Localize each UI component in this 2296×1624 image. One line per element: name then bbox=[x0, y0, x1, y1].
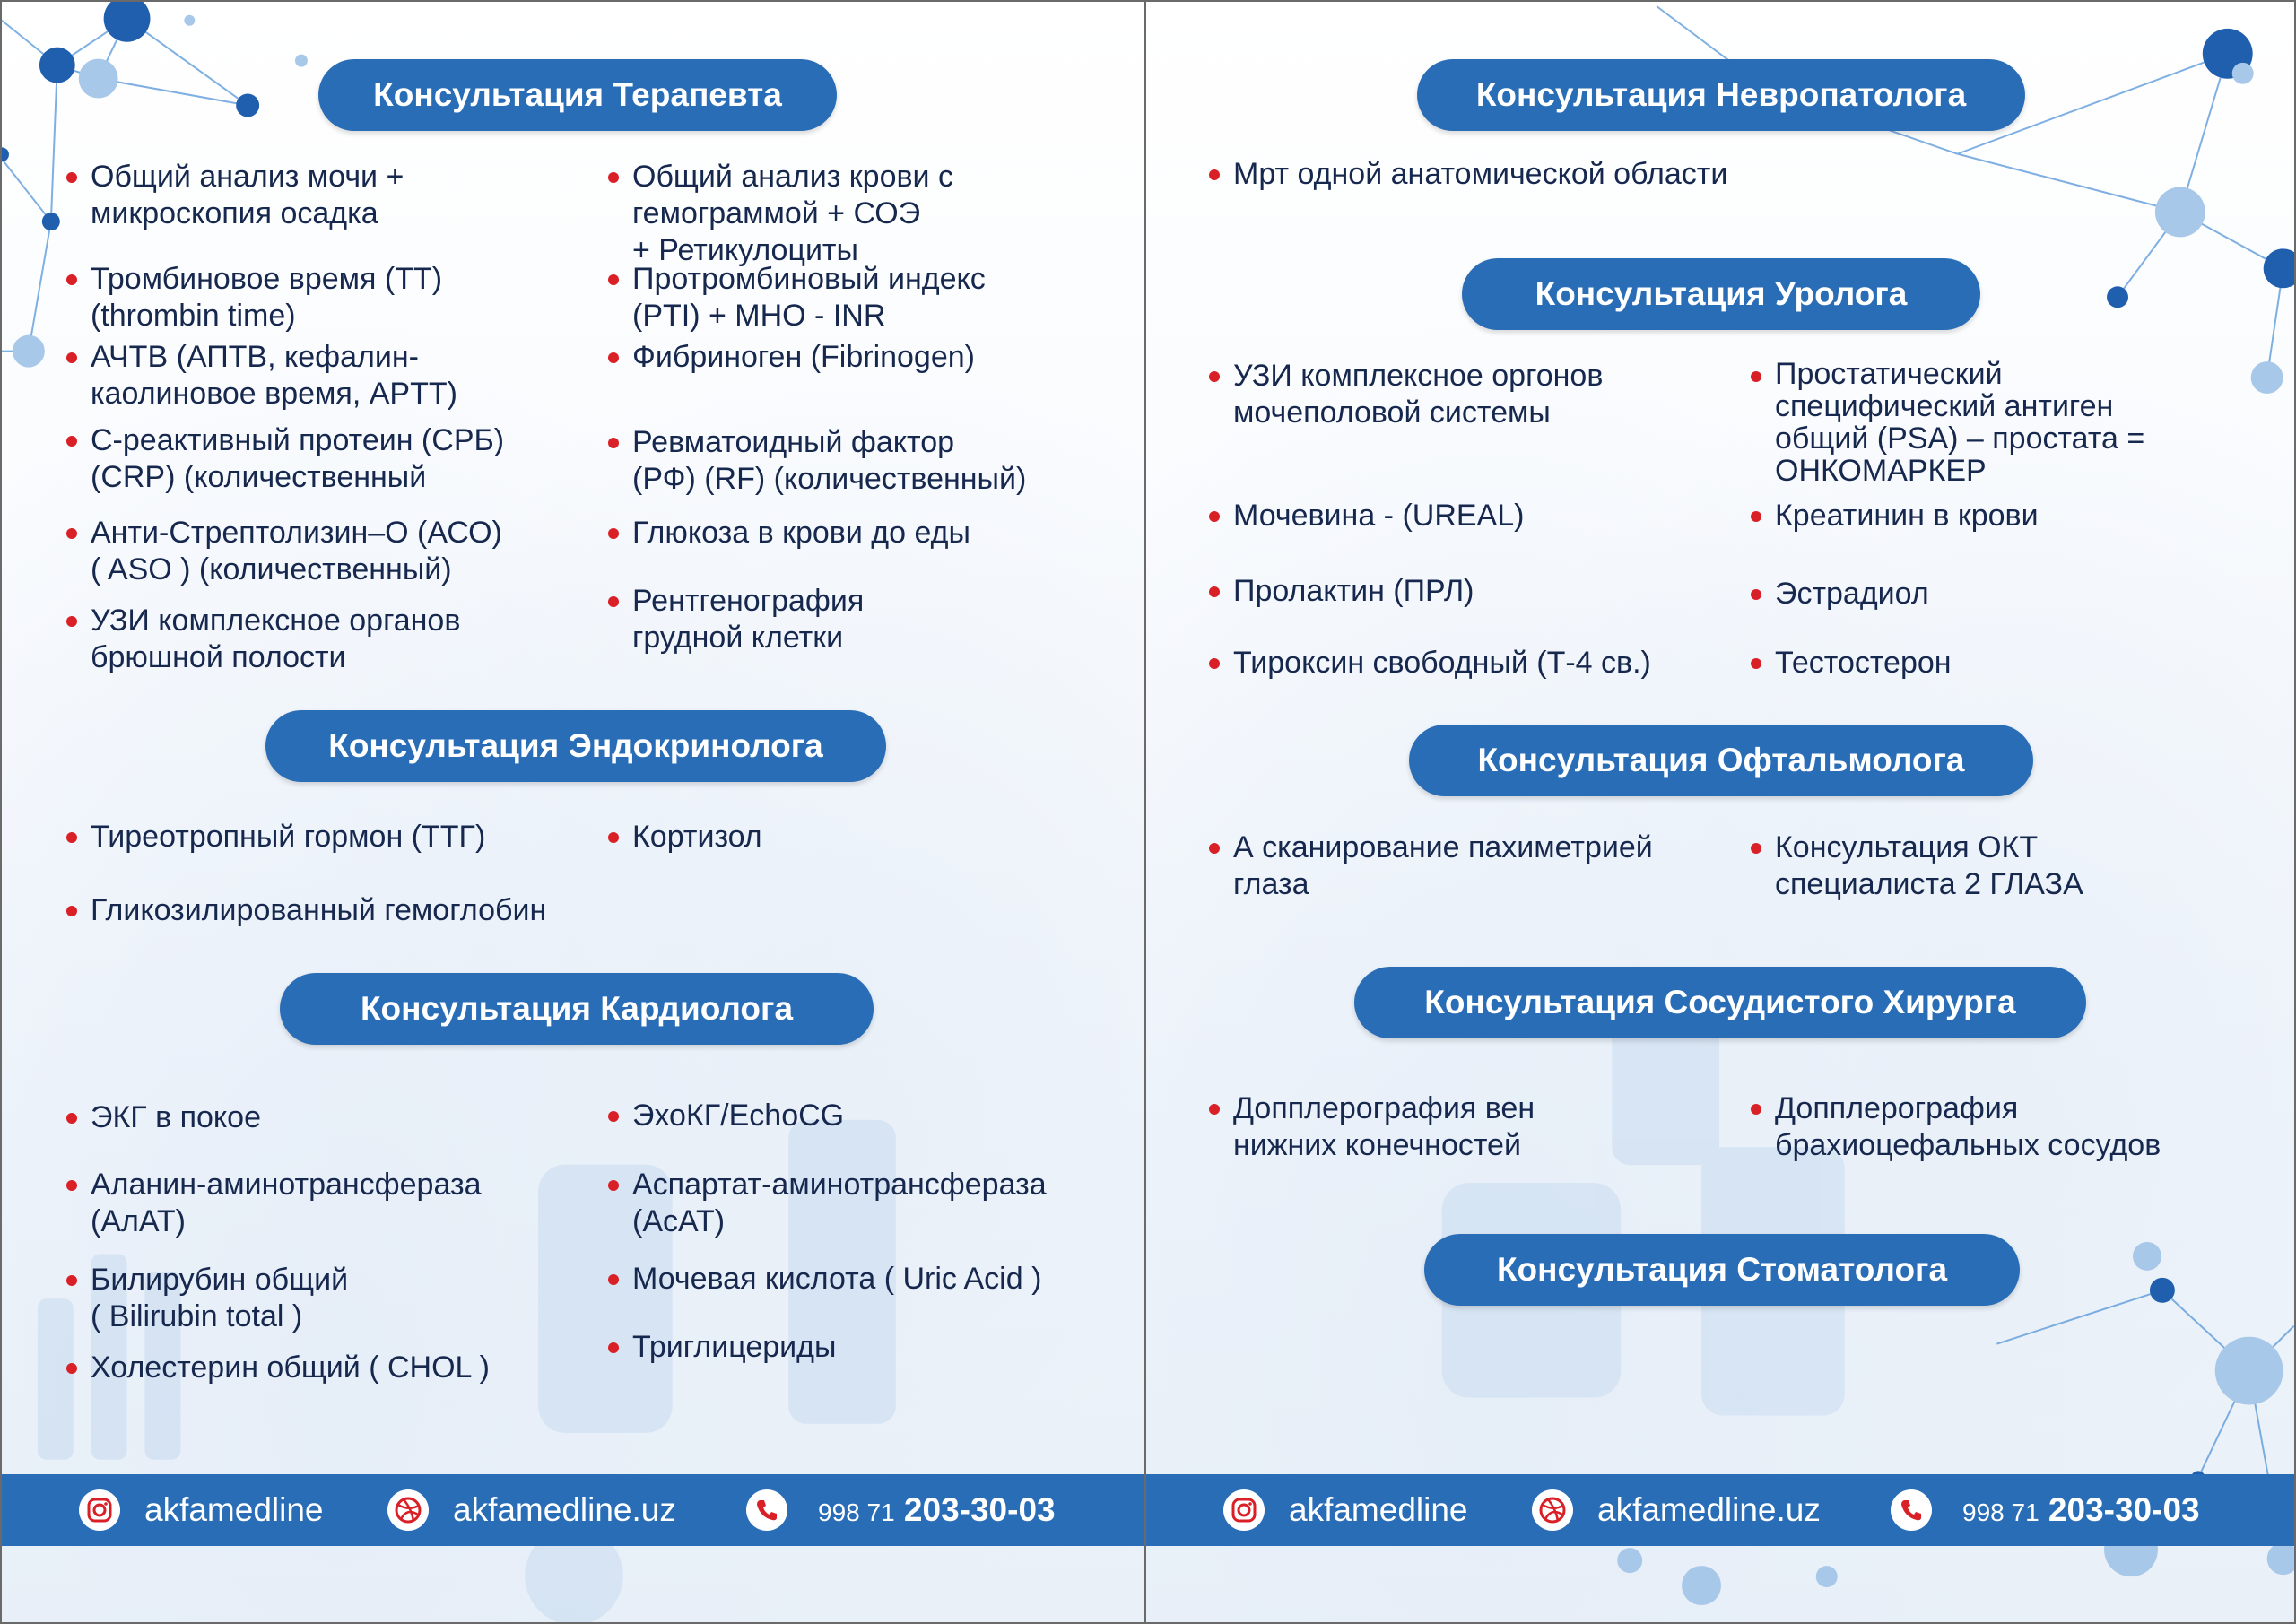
list-item: А сканирование пахиметрией глаза bbox=[1209, 829, 1653, 903]
list-item: Тироксин свободный (Т-4 св.) bbox=[1209, 645, 1651, 682]
dribbble-globe-icon[interactable] bbox=[387, 1489, 429, 1531]
instagram-handle[interactable]: akfamedline bbox=[1289, 1491, 1468, 1528]
phone-number[interactable]: 998 71 203-30-03 bbox=[818, 1491, 1056, 1528]
bullet-dot bbox=[66, 1113, 77, 1124]
bullet-dot bbox=[1751, 511, 1761, 522]
list-item: Фибриноген (Fibrinogen) bbox=[608, 339, 975, 376]
bullet-dot bbox=[66, 832, 77, 843]
phone-number[interactable]: 998 71 203-30-03 bbox=[1962, 1491, 2200, 1528]
bullet-dot bbox=[1209, 586, 1220, 597]
bullet-dot bbox=[66, 436, 77, 447]
list-item: С-реактивный протеин (СРБ) (CRP) (количественный bbox=[66, 422, 504, 496]
bullet-dot bbox=[608, 438, 619, 448]
bullet-dot bbox=[608, 274, 619, 285]
bullet-dot bbox=[1751, 371, 1761, 382]
bullet-dot bbox=[1751, 843, 1761, 854]
list-item: Простатический специфический антиген общий (PSA) – простата = ОНКОМАРКЕР bbox=[1751, 358, 2144, 487]
list-item: Тромбиновое время (ТТ) (thrombin time) bbox=[66, 261, 442, 334]
left-page bbox=[0, 0, 1146, 1624]
list-item: Мрт одной анатомической области bbox=[1209, 156, 1727, 193]
list-item: Пролактин (ПРЛ) bbox=[1209, 573, 1474, 610]
list-item: Общий анализ мочи + микроскопия осадка bbox=[66, 159, 404, 232]
list-item: Допплерография брахиоцефальных сосудов bbox=[1751, 1090, 2161, 1164]
section-title-ophthalmologist: Консультация Офтальмолога bbox=[1409, 725, 2033, 796]
bullet-dot bbox=[66, 1363, 77, 1374]
bullet-dot bbox=[66, 1180, 77, 1191]
list-item: Общий анализ крови с гемограммой + СОЭ + Ретикулоциты bbox=[608, 159, 953, 269]
list-item: Аланин-аминотрансфераза (АлАТ) bbox=[66, 1167, 482, 1240]
phone-icon[interactable] bbox=[1891, 1489, 1932, 1531]
bullet-dot bbox=[608, 1342, 619, 1353]
bullet-dot bbox=[608, 1274, 619, 1285]
website-link[interactable]: akfamedline.uz bbox=[1597, 1491, 1821, 1528]
section-title-therapist: Консультация Терапевта bbox=[318, 59, 837, 131]
section-title-endocrinologist: Консультация Эндокринолога bbox=[265, 710, 886, 782]
instagram-icon[interactable] bbox=[79, 1489, 120, 1531]
bullet-dot bbox=[1751, 658, 1761, 669]
list-item: УЗИ комплексное органов брюшной полости bbox=[66, 603, 460, 676]
section-title-dentist: Консультация Стоматолога bbox=[1424, 1234, 2020, 1306]
list-item: Рентгенография грудной клетки bbox=[608, 583, 864, 656]
bullet-dot bbox=[1209, 843, 1220, 854]
footer-bar bbox=[2, 1474, 1144, 1546]
bullet-dot bbox=[608, 352, 619, 363]
list-item: Мочевина - (UREAL) bbox=[1209, 498, 1524, 534]
list-item: Креатинин в крови bbox=[1751, 498, 2039, 534]
bullet-dot bbox=[1209, 1104, 1220, 1115]
right-page bbox=[1146, 0, 2296, 1624]
list-item: АЧТВ (АПТВ, кефалин- каолиновое время, APTT) bbox=[66, 339, 457, 413]
list-item: Протромбиновый индекс (PTI) + МНО - INR bbox=[608, 261, 986, 334]
list-item: Консультация ОКТ специалиста 2 ГЛАЗА bbox=[1751, 829, 2083, 903]
bullet-dot bbox=[608, 1180, 619, 1191]
list-item: Билирубин общий ( Bilirubin total ) bbox=[66, 1262, 348, 1335]
bullet-dot bbox=[608, 832, 619, 843]
bullet-dot bbox=[608, 528, 619, 539]
instagram-icon[interactable] bbox=[1223, 1489, 1265, 1531]
phone-icon[interactable] bbox=[746, 1489, 787, 1531]
bullet-dot bbox=[66, 1275, 77, 1286]
bullet-dot bbox=[66, 352, 77, 363]
list-item: УЗИ комплексное оргонов мочеполовой системы bbox=[1209, 358, 1603, 431]
list-item: ЭхоКГ/EchoCG bbox=[608, 1098, 844, 1134]
molecule-decoration bbox=[1146, 2, 2294, 1622]
section-title-vascular-surgeon: Консультация Сосудистого Хирурга bbox=[1354, 967, 2086, 1038]
bullet-dot bbox=[66, 528, 77, 539]
list-item: Кортизол bbox=[608, 819, 762, 855]
list-item: Тестостерон bbox=[1751, 645, 1952, 682]
list-item: Триглицериды bbox=[608, 1329, 836, 1366]
bullet-dot bbox=[66, 616, 77, 627]
list-item: ЭКГ в покое bbox=[66, 1099, 261, 1136]
bullet-dot bbox=[1209, 371, 1220, 382]
dribbble-globe-icon[interactable] bbox=[1532, 1489, 1573, 1531]
bullet-dot bbox=[66, 906, 77, 916]
list-item: Аспартат-аминотрансфераза (АсАТ) bbox=[608, 1167, 1047, 1240]
bullet-dot bbox=[1209, 169, 1220, 180]
bullet-dot bbox=[608, 172, 619, 183]
section-title-cardiologist: Консультация Кардиолога bbox=[280, 973, 874, 1045]
list-item: Допплерография вен нижних конечностей bbox=[1209, 1090, 1535, 1164]
bullet-dot bbox=[1209, 658, 1220, 669]
list-item: Мочевая кислота ( Uric Acid ) bbox=[608, 1261, 1041, 1298]
bullet-dot bbox=[1751, 1104, 1761, 1115]
list-item: Гликозилированный гемоглобин bbox=[66, 892, 546, 929]
list-item: Ревматоидный фактор (РФ) (RF) (количественный) bbox=[608, 424, 1026, 498]
section-title-urologist: Консультация Уролога bbox=[1462, 258, 1980, 330]
bullet-dot bbox=[66, 172, 77, 183]
website-link[interactable]: akfamedline.uz bbox=[453, 1491, 676, 1528]
bullet-dot bbox=[608, 596, 619, 607]
list-item: Анти-Стрептолизин–О (АСО) ( ASO ) (количественный) bbox=[66, 515, 502, 588]
bullet-dot bbox=[1209, 511, 1220, 522]
section-title-neurologist: Консультация Невропатолога bbox=[1417, 59, 2025, 131]
bullet-dot bbox=[66, 274, 77, 285]
bullet-dot bbox=[608, 1111, 619, 1122]
list-item: Эстрадиол bbox=[1751, 576, 1929, 612]
bullet-dot bbox=[1751, 589, 1761, 600]
footer-bar bbox=[1146, 1474, 2294, 1546]
list-item: Глюкоза в крови до еды bbox=[608, 515, 970, 551]
list-item: Холестерин общий ( CHOL ) bbox=[66, 1350, 490, 1386]
list-item: Тиреотропный гормон (ТТГ) bbox=[66, 819, 485, 855]
instagram-handle[interactable]: akfamedline bbox=[144, 1491, 324, 1528]
